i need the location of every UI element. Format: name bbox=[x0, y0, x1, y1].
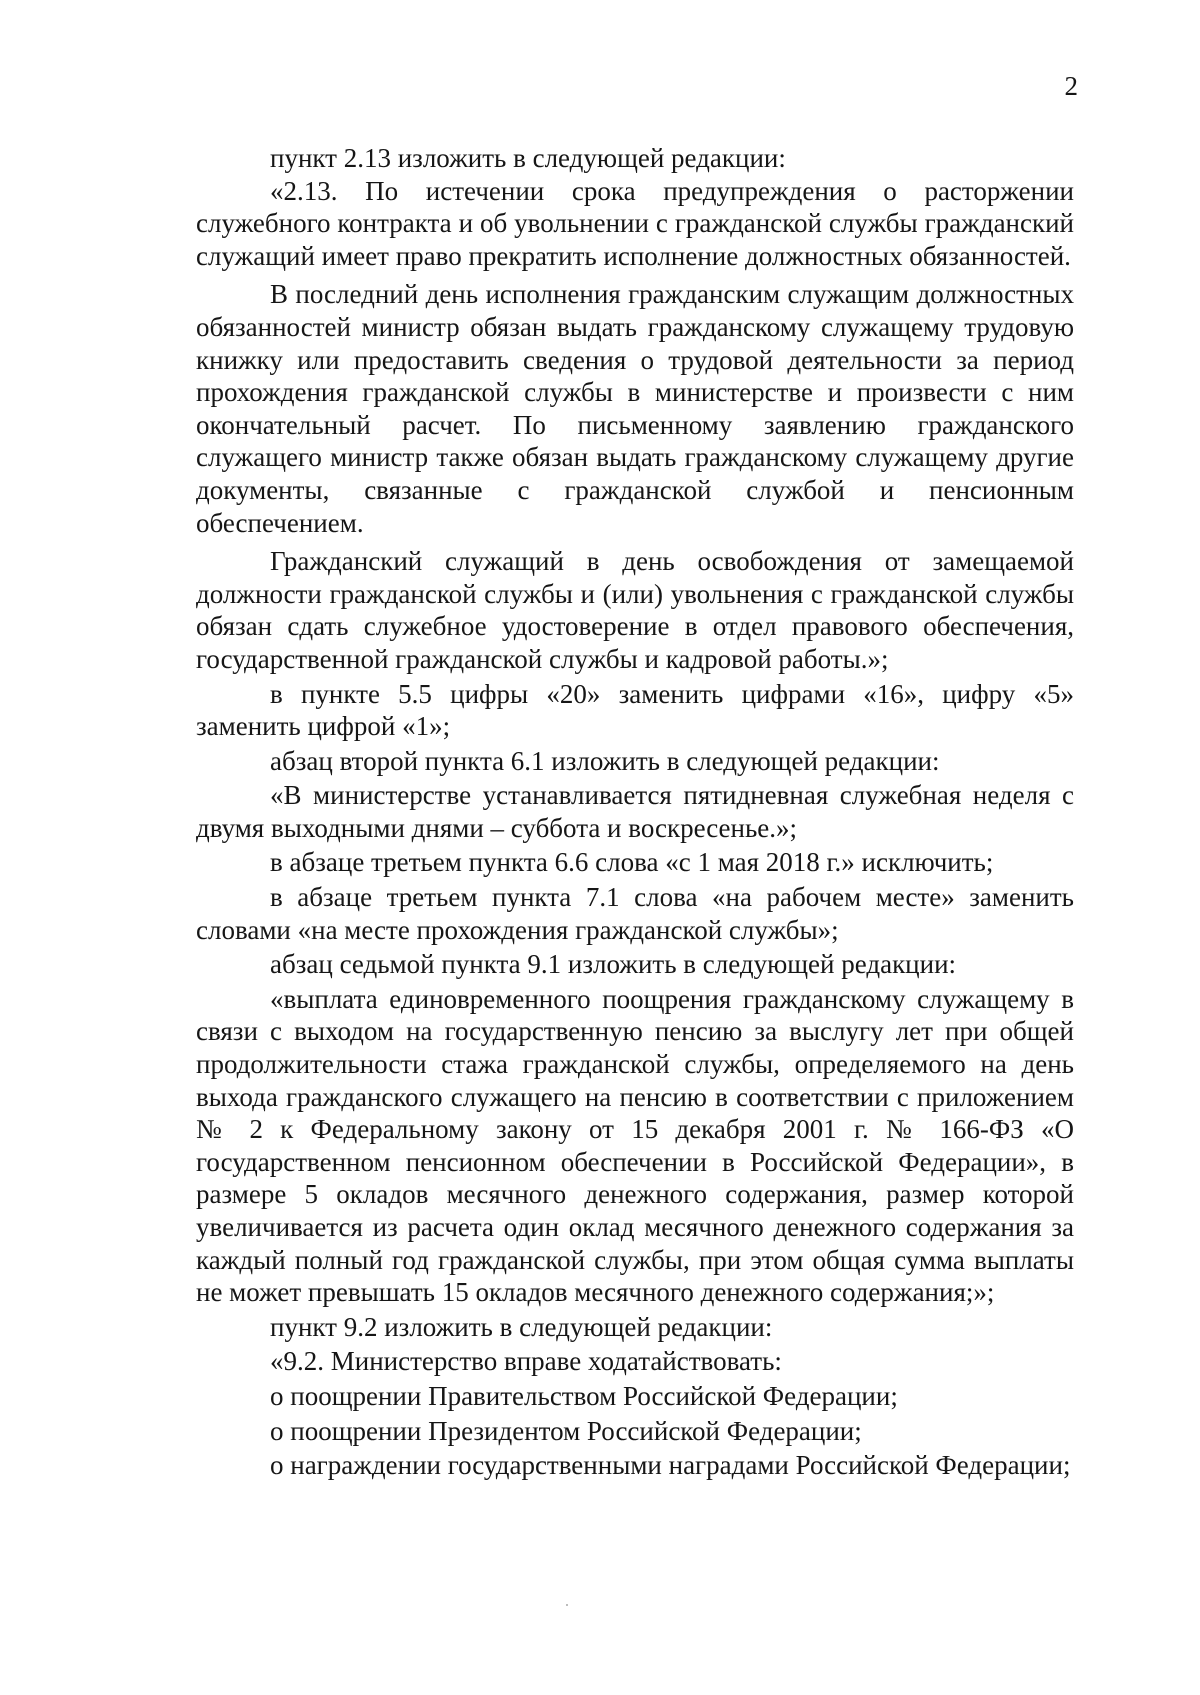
paragraph-1: пункт 2.13 изложить в следующей редакции: bbox=[270, 143, 786, 173]
paragraph-11: «выплата единовременного поощрения гражданскому служащему в связи с выходом на государственную пенсию за выслугу лет при общей продолжительности стажа гражданской службы, определяемого на день выхода гражданского служащего на пенсию в соответствии с приложением № 2 к Федеральному закону от 15 декабря 2001 г. № 166-ФЗ «О государственном пенсионном обеспечении в Российской Федерации», в размере 5 окладов месячного денежного содержания, размер которой увеличивается из расчета один оклад месячного денежного содержания за каждый полный год гражданской службы, при этом общая сумма выплаты не может превышать 15 окладов месячного денежного содержания;»; bbox=[196, 983, 1074, 1308]
paragraph-12: пункт 9.2 изложить в следующей редакции: bbox=[270, 1311, 773, 1342]
paragraph-2: «2.13. По истечении срока предупреждения о расторжении служебного контракта и об увольнении с гражданской службы гражданский служащий имеет право прекратить исполнение должностных обязанностей. bbox=[196, 175, 1074, 271]
paragraph-16: о награждении государственными наградами Российской Федерации; bbox=[270, 1450, 1071, 1481]
paragraph-6: абзац второй пункта 6.1 изложить в следующей редакции: bbox=[270, 745, 940, 776]
paragraph-10: абзац седьмой пункта 9.1 изложить в следующей редакции: bbox=[270, 949, 957, 980]
paragraph-4: Гражданский служащий в день освобождения от замещаемой должности гражданской службы и (или) увольнения с гражданской службы обязан сдать служебное удостоверение в отдел правового обеспечения, государственной гражданской службы и кадровой работы.»; bbox=[196, 546, 1074, 674]
paragraph-8: в абзаце третьем пункта 6.6 слова «с 1 мая 2018 г.» исключить; bbox=[270, 847, 994, 878]
paragraph-14: о поощрении Правительством Российской Федерации; bbox=[270, 1380, 898, 1411]
paragraph-13: «9.2. Министерство вправе ходатайствовать: bbox=[270, 1346, 782, 1377]
paragraph-7: «В министерстве устанавливается пятидневная служебная неделя с двумя выходными днями – суббота и воскресенье.»; bbox=[196, 780, 1074, 843]
document-body bbox=[196, 142, 1074, 1482]
paragraph-3: В последний день исполнения гражданским служащим должностных обязанностей министр обязан выдать гражданскому служащему трудовую книжку или предоставить сведения о трудовой деятельности за период прохождения гражданской службы в министерстве и произвести с ним окончательный расчет. По письменному заявлению гражданского служащего министр также обязан выдать гражданскому служащему другие документы, связанные с гражданской службой и пенсионным обеспечением. bbox=[196, 279, 1074, 538]
paragraph-9: в абзаце третьем пункта 7.1 слова «на рабочем месте» заменить словами «на месте прохождения гражданской службы»; bbox=[196, 882, 1074, 945]
scan-artifact bbox=[566, 1604, 568, 1606]
paragraph-5: в пункте 5.5 цифры «20» заменить цифрами «16», цифру «5» заменить цифрой «1»; bbox=[196, 678, 1074, 742]
page-number: 2 bbox=[1064, 71, 1078, 101]
paragraph-15: о поощрении Президентом Российской Федерации; bbox=[270, 1415, 862, 1446]
